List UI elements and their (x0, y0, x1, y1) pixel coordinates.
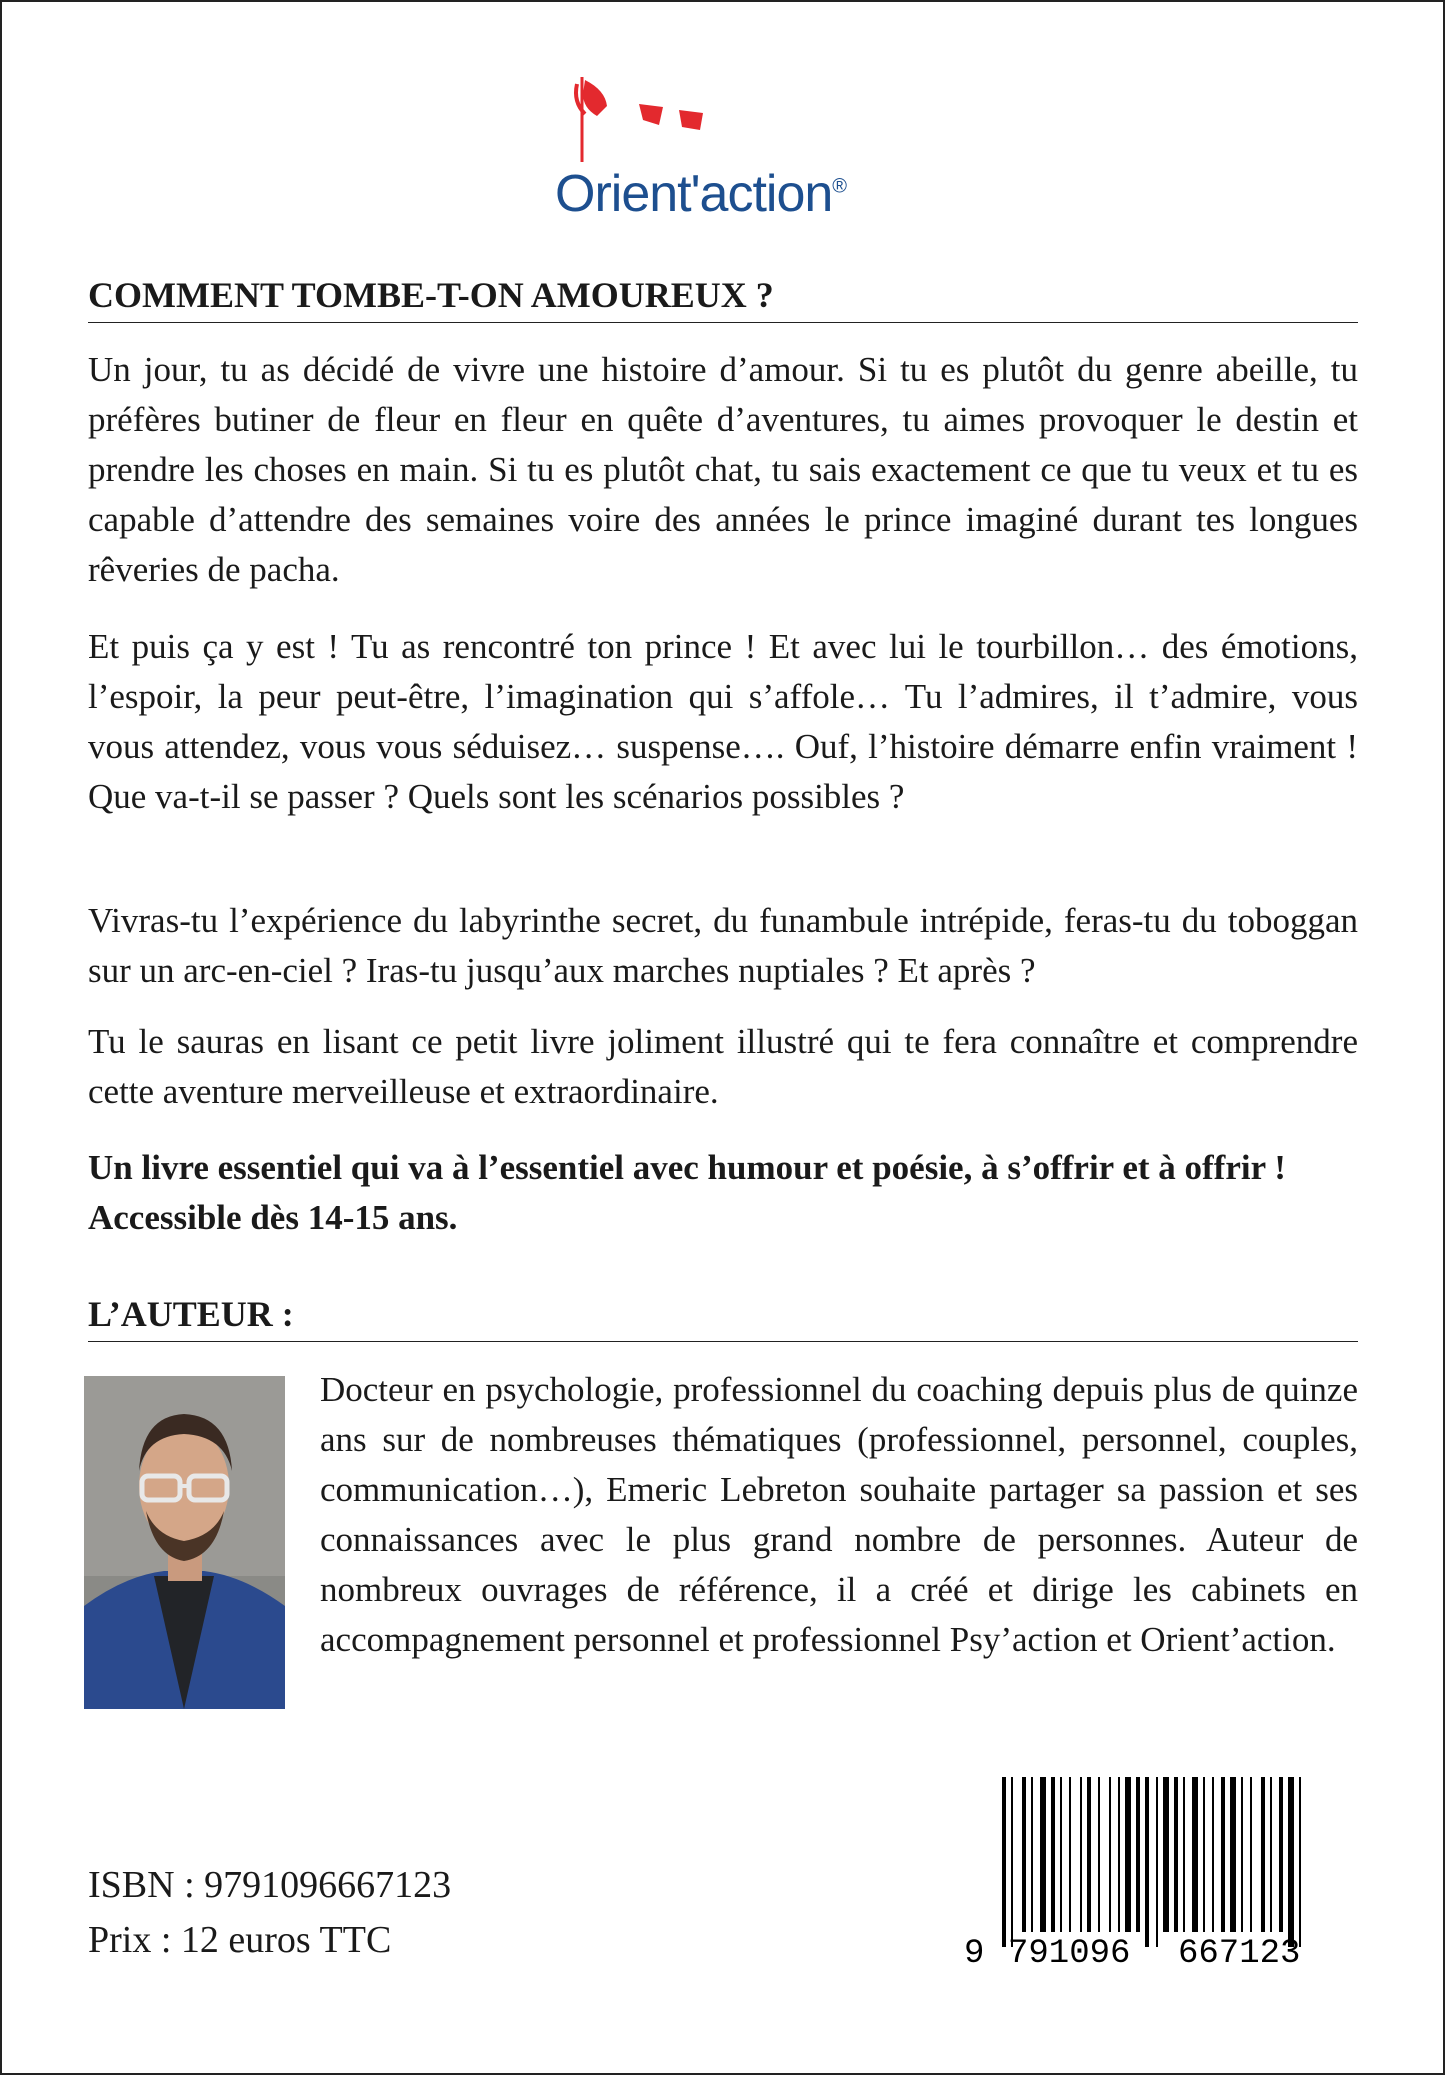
barcode-bar (1183, 1777, 1185, 1932)
barcode-bar (1212, 1777, 1214, 1932)
orientaction-logo (555, 72, 895, 222)
barcode-digit-prefix: 9 (964, 1935, 985, 1967)
barcode (960, 1777, 1360, 1967)
barcode-bars (1002, 1777, 1301, 1947)
registered-mark: ® (832, 175, 847, 198)
barcode-bar (1040, 1777, 1046, 1932)
barcode-bar (1118, 1777, 1120, 1932)
barcode-bar (1022, 1777, 1026, 1932)
paragraph-encounter: Et puis ça y est ! Tu as rencontré ton prince ! Et avec lui le tourbillon… des émotions, l’espoir, la peur peut-être, l’imagination qui s’affole… Tu l’admires, il t’admire, vous vous attendez, vous vous séduisez… suspense…. Ouf, l’histoire démarre enfin vraiment ! Que va-t-il se passer ? Quels sont les scénarios possibles ? (88, 627, 1358, 816)
barcode-bar (1156, 1777, 1158, 1947)
barcode-bar (1250, 1777, 1252, 1932)
section-heading-main: COMMENT TOMBE-T-ON AMOUREUX ? (88, 274, 1358, 323)
barcode-bar (1299, 1777, 1301, 1947)
barcode-bar (1069, 1777, 1071, 1932)
paragraph-book: Tu le sauras en lisant ce petit livre joliment illustré qui te fera connaître et comprendre cette aventure merveilleuse et extraordinaire. (88, 1022, 1358, 1111)
author-photo (84, 1376, 285, 1709)
logo-name: Orient'action (555, 165, 833, 223)
highlight-text: Un livre essentiel qui va à l’essentiel avec humour et poésie, à s’offrir et à offrir ! Accessible dès 14-15 ans. (88, 1148, 1286, 1237)
barcode-bar (1051, 1777, 1055, 1932)
barcode-bar (1174, 1777, 1178, 1932)
barcode-bar (1192, 1777, 1198, 1932)
barcode-bar (1221, 1777, 1225, 1932)
barcode-bar (1087, 1777, 1091, 1932)
barcode-digit-right: 667123 (1178, 1935, 1301, 1967)
barcode-bar (1288, 1777, 1294, 1947)
author-heading: L’AUTEUR : (88, 1293, 1358, 1342)
barcode-bar (1279, 1777, 1283, 1932)
barcode-digit-left: 791096 (1008, 1935, 1131, 1967)
barcode-bar (1136, 1777, 1140, 1932)
paragraph-intro: Un jour, tu as décidé de vivre une histoire d’amour. Si tu es plutôt du genre abeille, tu préfères butiner de fleur en fleur en quête d’aventures, tu aimes provoquer le destin et prendre les choses en main. Si tu es plutôt chat, tu sais exactement ce que tu veux et tu es capable d’attendre des semaines voire des années le prince imaginé durant tes longues rêveries de pacha. (88, 350, 1358, 589)
price: Prix : 12 euros TTC (88, 1919, 392, 1961)
barcode-bar (1125, 1777, 1131, 1932)
barcode-bar (1080, 1777, 1082, 1932)
barcode-bar (1230, 1777, 1236, 1932)
barcode-bar (1261, 1777, 1265, 1932)
barcode-bar (1011, 1777, 1013, 1947)
barcode-bar (1002, 1777, 1006, 1947)
paragraph-questions: Vivras-tu l’expérience du labyrinthe secret, du funambule intrépide, feras-tu du toboggan sur un arc-en-ciel ? Iras-tu jusqu’aux marches nuptiales ? Et après ? (88, 901, 1358, 990)
barcode-bar (1145, 1777, 1149, 1947)
barcode-bar (1163, 1777, 1169, 1932)
windsock-icon (555, 72, 895, 167)
barcode-bar (1098, 1777, 1100, 1932)
barcode-bar (1109, 1777, 1111, 1932)
barcode-bar (1270, 1777, 1272, 1932)
barcode-bar (1241, 1777, 1243, 1932)
barcode-bar (1060, 1777, 1062, 1932)
isbn: ISBN : 9791096667123 (88, 1864, 452, 1906)
barcode-bar (1031, 1777, 1033, 1932)
barcode-bar (1203, 1777, 1205, 1932)
author-bio: Docteur en psychologie, professionnel du coaching depuis plus de quinze ans sur de nombreuses thématiques (professionnel, personnel, couples, communication…), Emeric Lebreton souhaite partager sa passion et ses connaissances avec le plus grand nombre de personnes. Auteur de nombreux ouvrages de référence, il a créé et dirige les cabinets en accompagnement personnel et professionnel Psy’action et Orient’action. (320, 1370, 1358, 1659)
logo-wordmark (555, 164, 846, 224)
